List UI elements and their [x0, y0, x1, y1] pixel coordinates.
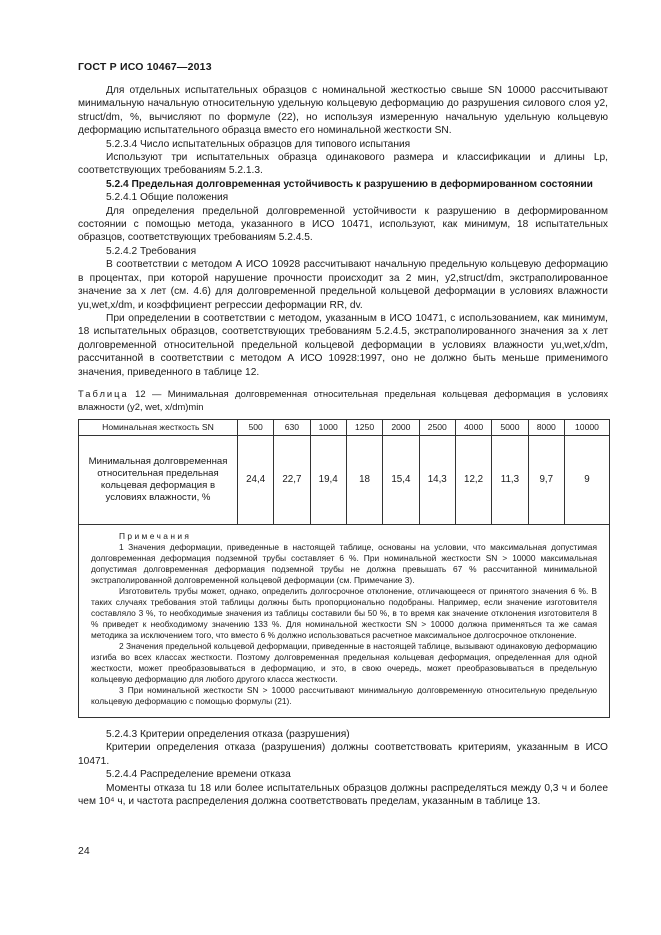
paragraph: При определении в соответствии с методом, указанным в ИСО 10471, с использованием, как минимум, 18 испытательных образцов, соответствующих требованиям 5.2.4.5, экстраполированного значения за x лет долговременной относительной предельной кольцевой деформации в условиях влажности yu,wet,x/dm, рассчитанной в соответствии с методом А ИСО 10928:1997, оно не должно быть меньше применимого значения, приведенного в таблице 12.: [78, 312, 608, 378]
table-cell: 15,4: [383, 435, 419, 524]
table-header-cell: 2000: [383, 419, 419, 435]
table-header-cell: 2500: [419, 419, 455, 435]
table-cell: 11,3: [492, 435, 528, 524]
paragraph: Для определения предельной долговременной устойчивости к разрушению в деформированном состоянии с помощью метода, указанного в ИСО 10471, используют, как минимум, 18 испытательных образцов, соответствующих требованиям 5.2.4.5.: [78, 205, 608, 244]
table-header-cell: 5000: [492, 419, 528, 435]
section-heading: 5.2.4 Предельная долговременная устойчивость к разрушению в деформированном состоянии: [106, 178, 593, 190]
subsection-title: 5.2.4.1 Общие положения: [106, 192, 229, 204]
notes-title: Примечания: [119, 530, 192, 541]
table-header-cell: 500: [238, 419, 274, 435]
table-row: [79, 435, 610, 524]
table-caption-label: Таблица: [78, 387, 129, 399]
table-cell: 18: [346, 435, 382, 524]
table-header-row: [79, 419, 610, 435]
table-cell: 22,7: [274, 435, 310, 524]
table-header-cell: 8000: [528, 419, 564, 435]
table-header-label: Номинальная жесткость SN: [79, 419, 238, 435]
paragraph: Критерии определения отказа (разрушения) должны соответствовать критериям, указанным в ИСО 10471.: [78, 742, 608, 767]
subsection-title: 5.2.4.2 Требования: [106, 245, 197, 257]
table-header-cell: 1250: [346, 419, 382, 435]
note-item: 1 Значения деформации, приведенные в настоящей таблице, основаны на условии, что максимальная допустимая долговременная деформация подземной трубы составляет 6 %. При номинальной жесткости SN > 10000 максимальная допустимая долговременная деформация подземной трубы не должна превышать 67 % рассчитанной минимальной экстраполированной долговременной кольцевой деформации (см. Примечание 3).: [91, 541, 597, 585]
paragraph: В соответствии с методом А ИСО 10928 рассчитывают начальную предельную кольцевую деформацию в процентах, при которой нарушение прочности происходит за 2 мин, y2,struct/dm, экстраполированное значение за x лет (см. 4.6) для долговременной предельной кольцевой деформации в условиях влажности yu,wet,x/dm, и коэффициент регрессии деформации RR, dv.: [78, 259, 608, 311]
table-notes: [79, 524, 610, 717]
note-item: Изготовитель трубы может, однако, определить долгосрочное отклонение, отличающееся от принятого значения 6 %. В таких случаях требования этой таблицы должны быть пропорционально подобраны. Например, если значение изготовителя составляло 3 %, то необходимые значения из таблицы составили бы 50 %, в то время как значение отклонения изготовителя 8 % приведет к необходимому значению 133 %. Для номинальной жесткости SN > 10000 должна применяться та же самая методика за исключением того, что вместо 6 % должно использоваться расчетное максимальное долгосрочное отклонение.: [91, 585, 597, 640]
table-cell: 24,4: [238, 435, 274, 524]
subsection-title: 5.2.3.4 Число испытательных образцов для типового испытания: [106, 138, 411, 150]
table-row-label: Минимальная долговременная относительная предельная кольцевая деформация в условиях влажности, %: [79, 435, 238, 524]
table-header-cell: 630: [274, 419, 310, 435]
table-header-cell: 1000: [310, 419, 346, 435]
table-header-cell: 10000: [564, 419, 609, 435]
table-notes-row: [79, 524, 610, 717]
table-cell: 12,2: [455, 435, 491, 524]
table-caption-text: 12 — Минимальная долговременная относительная предельная кольцевая деформация в условиях влажности (y2, wet, x/dm)min: [78, 387, 609, 412]
table-header-cell: 4000: [455, 419, 491, 435]
note-item: 3 При номинальной жесткости SN > 10000 рассчитывают минимальную долговременную относительную предельную кольцевую деформацию с помощью формулы (21).: [91, 684, 597, 706]
requirements-table: [78, 419, 610, 718]
lower-section: [78, 728, 608, 808]
table-cell: 9: [564, 435, 609, 524]
note-item: 2 Значения предельной кольцевой деформации, приведенные в настоящей таблице, вызывают одинаковую деформацию изгиба во всех классах жесткости. Поэтому долговременная предельная кольцевая деформация, определенная для одной жесткости, может преобразовываться в деформацию, и это, в свою очередь, может преобразовываться в предельную кольцевую деформацию для любого другого класса жесткости.: [91, 640, 597, 684]
document-body: [78, 84, 608, 808]
subsection-title: 5.2.4.3 Критерии определения отказа (разрушения): [106, 728, 350, 740]
subsection-title: 5.2.4.4 Распределение времени отказа: [106, 769, 291, 781]
table-cell: 19,4: [310, 435, 346, 524]
document-header: ГОСТ Р ИСО 10467—2013: [78, 61, 212, 73]
paragraph: Для отдельных испытательных образцов с номинальной жесткостью свыше SN 10000 рассчитывают минимальную начальную относительную удельную кольцевую деформацию до разрушения силового слоя y2, struct/dm, %, вычисляют по формуле (22), но используя измеренную начальную удельную кольцевую деформацию испытательного образца вместо его номинальной жесткости SN.: [78, 85, 608, 137]
paragraph: Моменты отказа tu 18 или более испытательных образцов должны распределяться между 0,3 ч и более чем 10⁴ ч, и частота распределения должна соответствовать пределам, указанным в таблице 13.: [78, 782, 608, 807]
paragraph: Используют три испытательных образца одинакового размера и классификации и длины Lp, соответствующих требованиям 5.2.1.3.: [78, 152, 608, 177]
page-number: 24: [78, 845, 90, 857]
table-cell: 9,7: [528, 435, 564, 524]
table-caption: [78, 387, 608, 413]
table-cell: 14,3: [419, 435, 455, 524]
